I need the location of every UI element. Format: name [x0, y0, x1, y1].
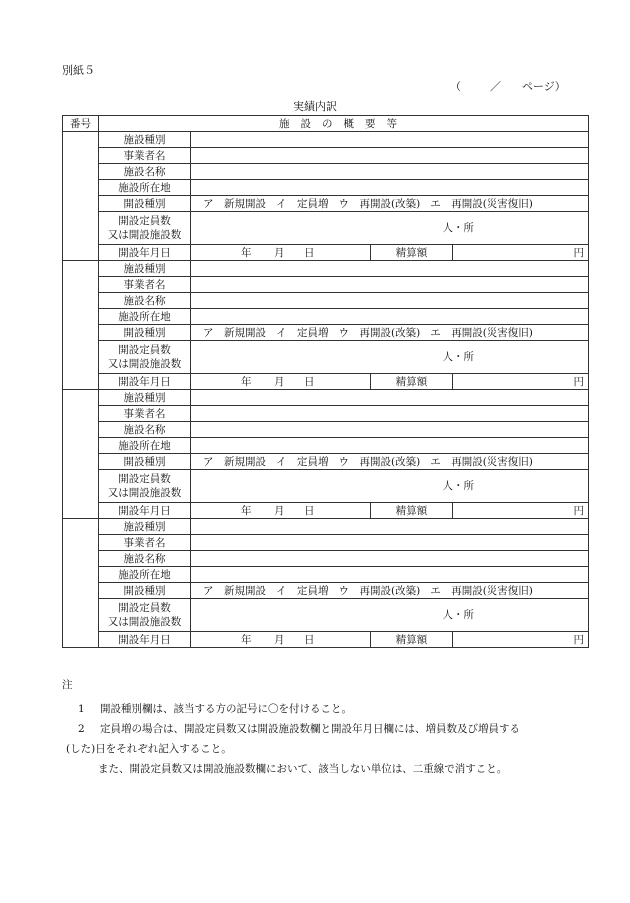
opening-option[interactable]: ア 新規開設: [203, 197, 266, 210]
opening-option[interactable]: ウ 再開設(改築): [338, 455, 421, 468]
table-row: [63, 422, 589, 438]
facility-location-label: 施設所在地: [99, 567, 191, 583]
table-row: [63, 470, 589, 503]
opening-type-label: 開設種別: [99, 196, 191, 212]
facility-name-value[interactable]: [191, 422, 589, 438]
operator-name-label: 事業者名: [99, 535, 191, 551]
facility-name-value[interactable]: [191, 551, 589, 567]
opening-option[interactable]: イ 定員増: [276, 584, 329, 597]
date-year-unit: 年: [241, 375, 252, 388]
capacity-label-line1: 開設定員数: [118, 344, 171, 356]
operator-name-label: 事業者名: [99, 148, 191, 164]
opening-date-label: 開設年月日: [99, 374, 191, 390]
date-month-unit: 月: [274, 375, 285, 388]
opening-option[interactable]: ウ 再開設(改築): [338, 584, 421, 597]
entry-number-cell[interactable]: [63, 519, 99, 648]
table-row: [63, 341, 589, 374]
facility-location-label: 施設所在地: [99, 309, 191, 325]
date-month-unit: 月: [274, 246, 285, 259]
facility-name-value[interactable]: [191, 164, 589, 180]
note-1-number: 1: [78, 703, 85, 715]
note-item-3: また、開設定員数又は開設施設数欄において、該当しない単位は、二重線で消すこと。: [98, 763, 508, 775]
opening-option[interactable]: ウ 再開設(改築): [338, 326, 421, 339]
facility-type-value[interactable]: [191, 519, 589, 535]
date-day-unit: 日: [304, 633, 315, 646]
capacity-label-line1: 開設定員数: [118, 602, 171, 614]
table-row: [63, 535, 589, 551]
date-year-unit: 年: [241, 633, 252, 646]
opening-type-options: [191, 325, 589, 341]
operator-name-label: 事業者名: [99, 277, 191, 293]
opening-date-value[interactable]: [191, 503, 371, 519]
opening-option[interactable]: エ 再開設(災害復旧): [430, 197, 533, 210]
document-label: 別紙５: [62, 64, 95, 77]
table-row: [63, 632, 589, 648]
facility-location-value[interactable]: [191, 309, 589, 325]
table-row: [63, 390, 589, 406]
facility-location-label: 施設所在地: [99, 180, 191, 196]
table-row: [63, 438, 589, 454]
table-row: [63, 309, 589, 325]
header-number: 番号: [63, 116, 99, 132]
operator-name-label: 事業者名: [99, 406, 191, 422]
date-day-unit: 日: [304, 246, 315, 259]
table-row: [63, 164, 589, 180]
entry-number-cell[interactable]: [63, 390, 99, 519]
settlement-value[interactable]: 円: [453, 374, 589, 390]
capacity-label-line2: 又は開設施設数: [107, 358, 182, 370]
capacity-label: [99, 599, 191, 632]
date-day-unit: 日: [304, 375, 315, 388]
facility-type-label: 施設種別: [99, 261, 191, 277]
opening-option[interactable]: イ 定員増: [276, 455, 329, 468]
opening-date-value[interactable]: [191, 632, 371, 648]
opening-option[interactable]: ア 新規開設: [203, 584, 266, 597]
note-1-text: 開設種別欄は、該当する方の記号に〇を付けること。: [100, 703, 352, 715]
opening-date-value[interactable]: [191, 245, 371, 261]
page-indicator-slash: ／: [490, 80, 501, 93]
settlement-label: 精算額: [371, 632, 453, 648]
opening-type-options: [191, 454, 589, 470]
facility-type-value[interactable]: [191, 390, 589, 406]
opening-date-value[interactable]: [191, 374, 371, 390]
capacity-value[interactable]: 人・所: [191, 470, 589, 503]
entry-number-cell[interactable]: [63, 132, 99, 261]
table-row: [63, 245, 589, 261]
table-row: [63, 503, 589, 519]
facility-type-label: 施設種別: [99, 390, 191, 406]
page-title: 実績内訳: [293, 100, 337, 113]
table-row: [63, 277, 589, 293]
opening-type-label: 開設種別: [99, 454, 191, 470]
operator-name-value[interactable]: [191, 277, 589, 293]
opening-date-label: 開設年月日: [99, 632, 191, 648]
settlement-value[interactable]: 円: [453, 245, 589, 261]
capacity-label: [99, 470, 191, 503]
table-row: [63, 180, 589, 196]
opening-option[interactable]: エ 再開設(災害復旧): [430, 326, 533, 339]
table-row: [63, 148, 589, 164]
date-year-unit: 年: [241, 246, 252, 259]
note-item-2-continued: (した)日をそれぞれ記入すること。: [66, 743, 232, 755]
settlement-value[interactable]: 円: [453, 632, 589, 648]
settlement-label: 精算額: [371, 245, 453, 261]
opening-option[interactable]: ア 新規開設: [203, 455, 266, 468]
note-2-text: 定員増の場合は、開設定員数又は開設施設数欄と開設年月日欄には、増員数及び増員する: [100, 723, 520, 735]
facility-type-value[interactable]: [191, 132, 589, 148]
opening-option[interactable]: イ 定員増: [276, 197, 329, 210]
note-item-2: [62, 719, 582, 739]
settlement-value[interactable]: 円: [453, 503, 589, 519]
opening-type-label: 開設種別: [99, 325, 191, 341]
table-row: [63, 567, 589, 583]
note-2-number: 2: [78, 723, 85, 735]
facility-location-value[interactable]: [191, 438, 589, 454]
table-row: [63, 325, 589, 341]
capacity-label-line2: 又は開設施設数: [107, 616, 182, 628]
opening-option[interactable]: ウ 再開設(改築): [338, 197, 421, 210]
capacity-label-line1: 開設定員数: [118, 473, 171, 485]
table-row: [63, 293, 589, 309]
operator-name-value[interactable]: [191, 406, 589, 422]
capacity-value[interactable]: 人・所: [191, 599, 589, 632]
table-row: [63, 551, 589, 567]
opening-type-options: [191, 583, 589, 599]
facility-location-value[interactable]: [191, 567, 589, 583]
facility-type-label: 施設種別: [99, 132, 191, 148]
table-row: [63, 519, 589, 535]
opening-type-options: [191, 196, 589, 212]
opening-option[interactable]: イ 定員増: [276, 326, 329, 339]
opening-type-label: 開設種別: [99, 583, 191, 599]
entry-number-cell[interactable]: [63, 261, 99, 390]
table-row: [63, 132, 589, 148]
operator-name-value[interactable]: [191, 535, 589, 551]
facility-type-value[interactable]: [191, 261, 589, 277]
page-indicator-open: （: [450, 80, 461, 93]
capacity-value[interactable]: 人・所: [191, 212, 589, 245]
capacity-label-line2: 又は開設施設数: [107, 487, 182, 499]
notes-heading: 注: [62, 679, 73, 691]
results-table: [62, 115, 589, 648]
facility-name-label: 施設名称: [99, 422, 191, 438]
table-row: [63, 583, 589, 599]
capacity-label: [99, 212, 191, 245]
opening-option[interactable]: エ 再開設(災害復旧): [430, 455, 533, 468]
opening-option[interactable]: ア 新規開設: [203, 326, 266, 339]
facility-name-label: 施設名称: [99, 293, 191, 309]
date-month-unit: 月: [274, 504, 285, 517]
capacity-label-line2: 又は開設施設数: [107, 229, 182, 241]
operator-name-value[interactable]: [191, 148, 589, 164]
settlement-label: 精算額: [371, 503, 453, 519]
table-row: [63, 374, 589, 390]
facility-type-label: 施設種別: [99, 519, 191, 535]
date-day-unit: 日: [304, 504, 315, 517]
opening-date-label: 開設年月日: [99, 245, 191, 261]
capacity-label-line1: 開設定員数: [118, 215, 171, 227]
opening-date-label: 開設年月日: [99, 503, 191, 519]
table-row: [63, 406, 589, 422]
table-row: [63, 212, 589, 245]
notes-section: [62, 675, 582, 779]
facility-location-value[interactable]: [191, 180, 589, 196]
date-month-unit: 月: [274, 633, 285, 646]
header-detail: 施設の概要等: [99, 116, 589, 132]
date-year-unit: 年: [241, 504, 252, 517]
facility-name-label: 施設名称: [99, 551, 191, 567]
facility-name-label: 施設名称: [99, 164, 191, 180]
note-item-1: [62, 699, 582, 719]
table-row: [63, 454, 589, 470]
table-header-row: [63, 116, 589, 132]
table-row: [63, 261, 589, 277]
page-indicator-pages: ページ）: [522, 80, 566, 93]
table-row: [63, 599, 589, 632]
settlement-label: 精算額: [371, 374, 453, 390]
opening-option[interactable]: エ 再開設(災害復旧): [430, 584, 533, 597]
table-row: [63, 196, 589, 212]
facility-location-label: 施設所在地: [99, 438, 191, 454]
facility-name-value[interactable]: [191, 293, 589, 309]
capacity-value[interactable]: 人・所: [191, 341, 589, 374]
page-indicator: [450, 78, 568, 94]
capacity-label: [99, 341, 191, 374]
